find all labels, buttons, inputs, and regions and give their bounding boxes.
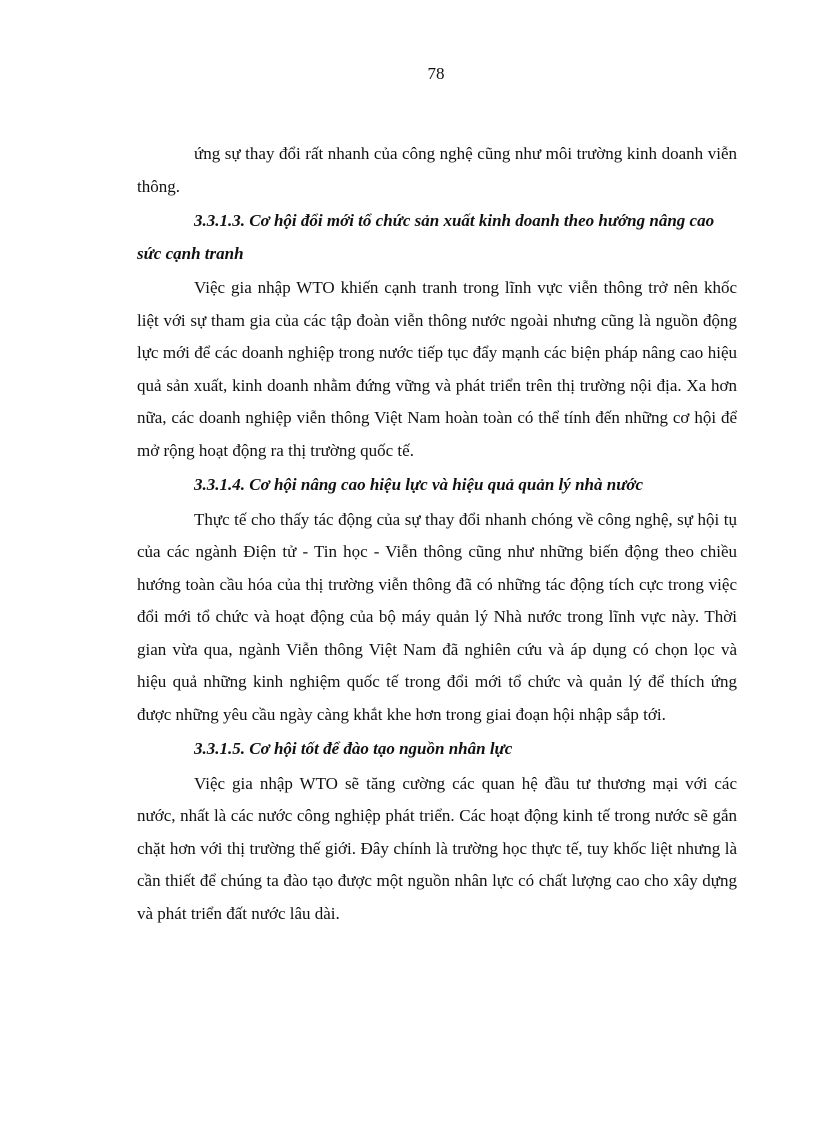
section-heading-3-3-1-4: 3.3.1.4. Cơ hội nâng cao hiệu lực và hiệu quả quản lý nhà nước [194,475,644,494]
section-body-3-3-1-4: Thực tế cho thấy tác động của sự thay đổi nhanh chóng về công nghệ, sự hội tụ của các ngành Điện tử - Tin học - Viễn thông cũng như những biến động theo chiều hướng toàn cầu hóa của thị trường viễn thông đã có những tác động tích cực trong việc đổi mới tổ chức và hoạt động của bộ máy quản lý Nhà nước trong lĩnh vực này. Thời gian vừa qua, ngành Viễn thông Việt Nam đã nghiên cứu và áp dụng có chọn lọc và hiệu quả những kinh nghiệm quốc tế trong đổi mới tổ chức và quản lý để thích ứng được những yêu cầu ngày càng khắt khe hơn trong giai đoạn hội nhập sắp tới. [137,509,737,724]
section-body-3-3-1-3: Việc gia nhập WTO khiến cạnh tranh trong lĩnh vực viễn thông trở nên khốc liệt với sự tham gia của các tập đoàn viễn thông nước ngoài nhưng cũng là nguồn động lực mới để các doanh nghiệp trong nước tiếp tục đẩy mạnh các biện pháp nâng cao hiệu quả sản xuất, kinh doanh nhằm đứng vững và phát triển trên thị trường nội địa. Xa hơn nữa, các doanh nghiệp viễn thông Việt Nam hoàn toàn có thể tính đến những cơ hội để mở rộng hoạt động ra thị trường quốc tế. [137,278,737,460]
page-number: 78 [427,64,445,83]
intro-paragraph: ứng sự thay đổi rất nhanh của công nghệ cũng như môi trường kinh doanh viễn thông. [137,144,737,196]
page-content [137,138,737,930]
section-heading-3-3-1-3: 3.3.1.3. Cơ hội đổi mới tổ chức sản xuất kinh doanh theo hướng nâng cao sức cạnh tranh [137,211,715,263]
section-heading-3-3-1-5: 3.3.1.5. Cơ hội tốt để đào tạo nguồn nhân lực [194,739,513,758]
section-body-3-3-1-5: Việc gia nhập WTO sẽ tăng cường các quan hệ đầu tư thương mại với các nước, nhất là các nước công nghiệp phát triển. Các hoạt động kinh tế trong nước sẽ gắn chặt hơn với thị trường thế giới. Đây chính là trường học thực tế, tuy khốc liệt nhưng là cần thiết để chúng ta đào tạo được một nguồn nhân lực có chất lượng cao cho xây dựng và phát triển đất nước lâu dài. [137,773,737,923]
